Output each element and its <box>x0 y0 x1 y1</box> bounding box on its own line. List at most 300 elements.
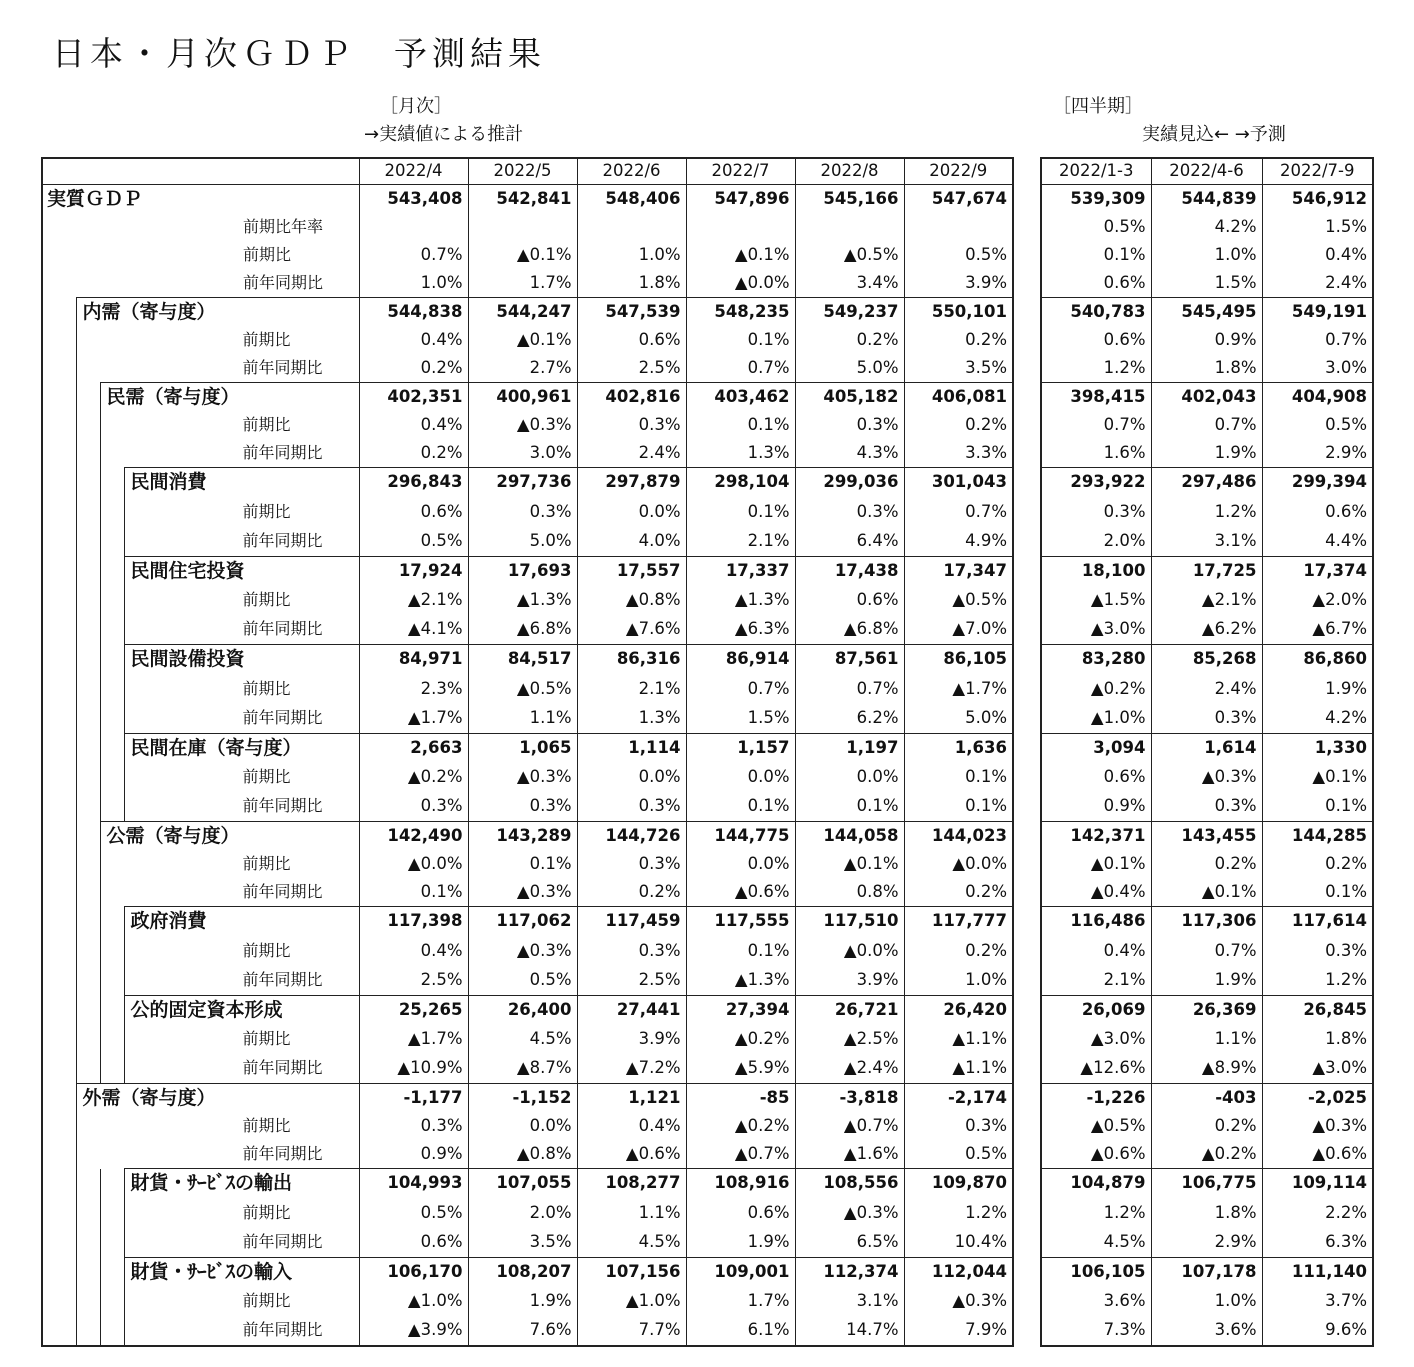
hierarchy-indent <box>76 733 100 763</box>
quarterly-value: 107,178 <box>1151 1257 1262 1287</box>
monthly-value: 402,816 <box>577 383 686 412</box>
table-row <box>1041 269 1373 298</box>
monthly-value: ▲0.0% <box>904 850 1013 878</box>
table-row <box>1041 1112 1373 1140</box>
hierarchy-indent <box>42 1287 76 1317</box>
quarterly-value: 143,455 <box>1151 822 1262 851</box>
monthly-value: 3.9% <box>904 269 1013 298</box>
monthly-value: 0.2% <box>359 439 468 468</box>
table-row <box>42 1084 1013 1113</box>
quarterly-value: ▲0.6% <box>1262 1140 1373 1169</box>
monthly-value: 0.1% <box>686 936 795 966</box>
quarterly-value: ▲0.3% <box>1262 1112 1373 1140</box>
quarterly-value: 116,486 <box>1041 907 1151 937</box>
hierarchy-indent <box>42 1112 76 1140</box>
monthly-value: 2,663 <box>359 733 468 763</box>
quarterly-value: ▲6.7% <box>1262 615 1373 645</box>
quarterly-value: -1,226 <box>1041 1084 1151 1113</box>
hierarchy-indent <box>100 704 124 734</box>
monthly-value: 108,277 <box>577 1169 686 1199</box>
quarterly-value: ▲0.1% <box>1090 853 1146 873</box>
table-row <box>42 298 1013 327</box>
monthly-value: 1.2% <box>904 1198 1013 1228</box>
category-name: 財貨・ｻｰﾋﾞｽの輸出 <box>130 1172 293 1194</box>
monthly-value: ▲0.5% <box>904 586 1013 616</box>
quarterly-value: 26,369 <box>1151 995 1262 1025</box>
hierarchy-indent <box>76 792 100 822</box>
monthly-value: 2.5% <box>577 966 686 996</box>
monthly-value: 26,420 <box>904 995 1013 1025</box>
quarterly-value: 0.6% <box>1262 497 1373 527</box>
monthly-value: ▲0.5% <box>468 674 577 704</box>
row-label <box>124 1287 359 1317</box>
monthly-value: ▲4.1% <box>359 615 468 645</box>
quarterly-value: 1,614 <box>1151 733 1262 763</box>
hierarchy-indent <box>76 1198 100 1228</box>
hierarchy-indent <box>42 674 76 704</box>
quarterly-value: 1.5% <box>1262 213 1373 241</box>
row-label <box>124 556 359 586</box>
quarterly-value: 83,280 <box>1041 645 1151 675</box>
table-row <box>1041 497 1373 527</box>
monthly-value: 2.5% <box>359 966 468 996</box>
quarter-column-header: 2022/4-6 <box>1151 158 1262 185</box>
quarterly-value: 1.8% <box>1151 1198 1262 1228</box>
monthly-value: ▲1.7% <box>904 674 1013 704</box>
monthly-value: 109,001 <box>686 1257 795 1287</box>
hierarchy-indent <box>100 674 124 704</box>
hierarchy-indent <box>76 966 100 996</box>
table-row <box>42 213 1013 241</box>
table-row <box>1041 556 1373 586</box>
monthly-value: ▲1.3% <box>468 586 577 616</box>
quarterly-value: 2.9% <box>1151 1228 1262 1258</box>
category-name: 実質ＧＤＰ <box>47 187 143 210</box>
monthly-value: 0.1% <box>686 326 795 354</box>
hierarchy-indent <box>76 556 100 586</box>
monthly-value: 1.3% <box>686 439 795 468</box>
table-row <box>1041 1316 1373 1346</box>
quarterly-value: 0.2% <box>1262 850 1373 878</box>
table-row <box>42 1025 1013 1055</box>
hierarchy-indent <box>100 763 124 793</box>
quarterly-value: 0.7% <box>1151 411 1262 439</box>
quarterly-value: 544,839 <box>1151 185 1262 214</box>
monthly-value: ▲2.1% <box>359 586 468 616</box>
hierarchy-indent <box>76 527 100 557</box>
row-label <box>42 185 359 214</box>
quarterly-value: 0.6% <box>1103 272 1146 292</box>
monthly-value: ▲10.9% <box>359 1054 468 1084</box>
hierarchy-indent <box>76 1287 100 1317</box>
hierarchy-indent <box>100 995 124 1025</box>
monthly-value: 108,207 <box>468 1257 577 1287</box>
table-row <box>42 527 1013 557</box>
table-row <box>42 1054 1013 1084</box>
monthly-value: ▲0.0% <box>686 269 795 298</box>
monthly-value: ▲6.8% <box>795 615 904 645</box>
row-label <box>100 411 359 439</box>
quarterly-value: 6.3% <box>1262 1228 1373 1258</box>
hierarchy-indent <box>42 1084 76 1113</box>
monthly-value: 144,058 <box>795 822 904 851</box>
table-row <box>42 763 1013 793</box>
quarterly-value: 111,140 <box>1262 1257 1373 1287</box>
metric-label: 前期比年率 <box>243 216 324 236</box>
quarterly-value: 299,394 <box>1262 468 1373 498</box>
hierarchy-indent <box>42 878 76 907</box>
monthly-value: ▲0.2% <box>686 1025 795 1055</box>
quarterly-value: ▲3.0% <box>1090 1029 1146 1048</box>
monthly-value: 1,636 <box>904 733 1013 763</box>
quarterly-value: ▲0.1% <box>1151 878 1262 907</box>
monthly-value: ▲0.3% <box>795 1198 904 1228</box>
monthly-value <box>904 213 1013 241</box>
monthly-value: ▲3.9% <box>359 1316 468 1346</box>
quarterly-value: 1.9% <box>1151 966 1262 996</box>
table-row <box>1041 850 1373 878</box>
monthly-value: 406,081 <box>904 383 1013 412</box>
monthly-value: 6.2% <box>795 704 904 734</box>
monthly-value: 547,539 <box>577 298 686 327</box>
table-row <box>42 995 1013 1025</box>
monthly-value: 2.1% <box>686 527 795 557</box>
quarterly-value: 0.7% <box>1151 936 1262 966</box>
monthly-value: ▲6.3% <box>686 615 795 645</box>
monthly-value <box>686 213 795 241</box>
quarterly-value: 86,860 <box>1262 645 1373 675</box>
monthly-value: 0.4% <box>577 1112 686 1140</box>
table-row <box>1041 674 1373 704</box>
monthly-value: ▲0.1% <box>468 326 577 354</box>
table-row <box>42 1257 1013 1287</box>
hierarchy-indent <box>42 645 76 675</box>
quarterly-value: 85,268 <box>1151 645 1262 675</box>
hierarchy-indent <box>100 645 124 675</box>
table-row <box>42 1287 1013 1317</box>
monthly-value: 0.7% <box>686 354 795 383</box>
monthly-value: 144,775 <box>686 822 795 851</box>
table-row <box>1041 645 1373 675</box>
table-row <box>1041 733 1373 763</box>
hierarchy-indent <box>100 1025 124 1055</box>
monthly-value: 3.9% <box>795 966 904 996</box>
monthly-value: 27,441 <box>577 995 686 1025</box>
quarterly-value: 117,614 <box>1262 907 1373 937</box>
quarterly-value: 2.4% <box>1262 269 1373 298</box>
table-row <box>42 907 1013 937</box>
hierarchy-indent <box>100 1228 124 1258</box>
quarterly-value: 0.4% <box>1103 940 1146 960</box>
row-label <box>124 966 359 996</box>
row-label <box>124 763 359 793</box>
monthly-value: 86,105 <box>904 645 1013 675</box>
metric-label: 前年同期比 <box>242 1320 323 1339</box>
monthly-value: 0.5% <box>904 1140 1013 1169</box>
hierarchy-indent <box>42 556 76 586</box>
monthly-value: 0.2% <box>359 354 468 383</box>
hierarchy-indent <box>100 907 124 937</box>
quarterly-value: ▲0.2% <box>1151 1140 1262 1169</box>
quarterly-value: 142,371 <box>1041 822 1151 851</box>
monthly-value: 2.5% <box>577 354 686 383</box>
monthly-value: 3.1% <box>795 1287 904 1317</box>
hierarchy-indent <box>100 936 124 966</box>
monthly-value: 84,971 <box>359 645 468 675</box>
hierarchy-indent <box>42 733 76 763</box>
monthly-value: 0.7% <box>795 674 904 704</box>
metric-label: 前年同期比 <box>242 1143 323 1163</box>
hierarchy-indent <box>42 1257 76 1287</box>
table-row <box>42 645 1013 675</box>
quarterly-value: 1.9% <box>1151 439 1262 468</box>
monthly-value: 0.1% <box>795 792 904 822</box>
row-label <box>42 269 359 298</box>
quarterly-value: 2.4% <box>1151 674 1262 704</box>
monthly-value: 0.7% <box>686 674 795 704</box>
table-row <box>1041 1054 1373 1084</box>
quarterly-value: ▲8.9% <box>1151 1054 1262 1084</box>
hierarchy-indent <box>76 586 100 616</box>
metric-label: 前期比 <box>242 767 291 786</box>
category-name: 公需（寄与度） <box>106 824 240 847</box>
monthly-value: 26,721 <box>795 995 904 1025</box>
table-row <box>1041 995 1373 1025</box>
hierarchy-indent <box>100 556 124 586</box>
hierarchy-indent <box>76 763 100 793</box>
quarterly-value: 0.1% <box>1262 878 1373 907</box>
monthly-value: 0.5% <box>359 527 468 557</box>
monthly-value: 0.6% <box>359 1228 468 1258</box>
monthly-value: 5.0% <box>795 354 904 383</box>
monthly-value: 6.4% <box>795 527 904 557</box>
table-row <box>42 674 1013 704</box>
monthly-table <box>41 157 1014 1347</box>
category-name: 財貨・ｻｰﾋﾞｽの輸入 <box>130 1260 293 1283</box>
table-row <box>1041 1198 1373 1228</box>
quarter-column-header: 2022/7-9 <box>1262 158 1373 185</box>
monthly-value: 544,247 <box>468 298 577 327</box>
table-row <box>1041 213 1373 241</box>
hierarchy-indent <box>42 527 76 557</box>
monthly-value: 3.3% <box>904 439 1013 468</box>
monthly-value: ▲1.1% <box>904 1054 1013 1084</box>
monthly-value: 0.6% <box>359 497 468 527</box>
row-label <box>124 733 359 763</box>
monthly-value: 299,036 <box>795 468 904 498</box>
hierarchy-indent <box>42 383 76 412</box>
monthly-value: ▲1.0% <box>359 1287 468 1317</box>
monthly-value: ▲0.0% <box>359 850 468 878</box>
monthly-value: 117,459 <box>577 907 686 937</box>
hierarchy-indent <box>76 1054 100 1084</box>
monthly-value: 142,490 <box>359 822 468 851</box>
quarterly-value: ▲6.2% <box>1151 615 1262 645</box>
table-row <box>1041 878 1373 907</box>
hierarchy-indent <box>76 615 100 645</box>
quarterly-value: 0.2% <box>1151 850 1262 878</box>
quarterly-value: 545,495 <box>1151 298 1262 327</box>
monthly-value: 25,265 <box>359 995 468 1025</box>
quarterly-value: 0.5% <box>1262 411 1373 439</box>
table-row <box>42 439 1013 468</box>
quarterly-value: 0.3% <box>1103 501 1146 521</box>
monthly-value: 0.0% <box>686 850 795 878</box>
monthly-value: ▲6.8% <box>468 615 577 645</box>
monthly-value: 1.1% <box>468 704 577 734</box>
table-row <box>1041 439 1373 468</box>
hierarchy-indent <box>42 995 76 1025</box>
quarterly-value: 1.8% <box>1262 1025 1373 1055</box>
quarterly-value: 106,105 <box>1041 1257 1151 1287</box>
quarterly-value: 398,415 <box>1041 383 1151 412</box>
row-label <box>124 527 359 557</box>
hierarchy-indent <box>42 1025 76 1055</box>
quarterly-value: ▲2.1% <box>1151 586 1262 616</box>
monthly-value: 0.5% <box>359 1198 468 1228</box>
table-row <box>1041 468 1373 498</box>
table-row <box>42 241 1013 269</box>
metric-label: 前年同期比 <box>242 796 323 816</box>
table-row <box>42 1169 1013 1199</box>
table-row <box>1041 1287 1373 1317</box>
monthly-value: 0.3% <box>359 792 468 822</box>
monthly-value: 6.1% <box>686 1316 795 1346</box>
quarterly-value: 0.1% <box>1262 792 1373 822</box>
monthly-value: 0.1% <box>904 792 1013 822</box>
month-column-header: 2022/6 <box>577 158 686 185</box>
quarterly-value: 1.2% <box>1103 1202 1146 1222</box>
quarterly-value: 3.1% <box>1151 527 1262 557</box>
monthly-value: 109,870 <box>904 1169 1013 1199</box>
row-label <box>76 1084 359 1113</box>
row-label <box>124 1025 359 1055</box>
metric-label: 前期比 <box>243 244 292 264</box>
quarterly-value: 9.6% <box>1262 1316 1373 1346</box>
quarterly-value: 1.2% <box>1151 497 1262 527</box>
quarterly-value: ▲0.1% <box>1262 763 1373 793</box>
monthly-value: 117,555 <box>686 907 795 937</box>
monthly-value: 87,561 <box>795 645 904 675</box>
monthly-value: 2.1% <box>577 674 686 704</box>
table-row <box>1041 185 1373 214</box>
row-label <box>124 1316 359 1346</box>
quarterly-value: ▲12.6% <box>1080 1058 1146 1078</box>
page-title: 日本・月次ＧＤＰ 予測結果 <box>52 34 546 73</box>
row-label <box>124 1228 359 1258</box>
monthly-value: 0.1% <box>904 763 1013 793</box>
category-name: 民需（寄与度） <box>106 385 240 408</box>
monthly-value: 144,023 <box>904 822 1013 851</box>
monthly-value: ▲7.2% <box>577 1054 686 1084</box>
hierarchy-indent <box>42 1054 76 1084</box>
monthly-value: ▲1.7% <box>359 704 468 734</box>
monthly-value: 0.3% <box>577 411 686 439</box>
monthly-value: 7.9% <box>904 1316 1013 1346</box>
quarterly-value: 0.6% <box>1103 329 1146 349</box>
hierarchy-indent <box>100 497 124 527</box>
table-row <box>1041 1140 1373 1169</box>
table-row <box>42 878 1013 907</box>
monthly-value: ▲8.7% <box>468 1054 577 1084</box>
category-name: 民間在庫（寄与度） <box>130 736 302 759</box>
table-row <box>42 468 1013 498</box>
monthly-value: ▲0.1% <box>686 241 795 269</box>
monthly-value: 1.0% <box>359 269 468 298</box>
quarterly-value: 17,374 <box>1262 556 1373 586</box>
monthly-value: ▲0.6% <box>577 1140 686 1169</box>
quarterly-value: 4.5% <box>1103 1231 1146 1251</box>
monthly-value: ▲0.1% <box>795 850 904 878</box>
monthly-value: ▲0.3% <box>904 1287 1013 1317</box>
table-row <box>42 615 1013 645</box>
category-name: 内需（寄与度） <box>82 300 216 323</box>
metric-label: 前期比 <box>242 414 291 434</box>
monthly-value: 0.3% <box>577 792 686 822</box>
metric-label: 前年同期比 <box>242 1058 323 1078</box>
monthly-value: 10.4% <box>904 1228 1013 1258</box>
quarterly-value: 0.1% <box>1103 244 1146 264</box>
monthly-value: 0.3% <box>359 1112 468 1140</box>
month-column-header: 2022/9 <box>904 158 1013 185</box>
row-label <box>42 213 359 241</box>
quarterly-value: 1.0% <box>1151 241 1262 269</box>
quarterly-value: ▲3.0% <box>1090 619 1146 639</box>
hierarchy-indent <box>100 468 124 498</box>
table-row <box>1041 615 1373 645</box>
monthly-value: 548,235 <box>686 298 795 327</box>
monthly-value: ▲7.0% <box>904 615 1013 645</box>
table-row <box>42 185 1013 214</box>
quarterly-value: 1.2% <box>1103 357 1146 377</box>
monthly-value: 2.7% <box>468 354 577 383</box>
monthly-value: 0.9% <box>359 1140 468 1169</box>
monthly-value: 0.4% <box>359 411 468 439</box>
monthly-value: 1.0% <box>577 241 686 269</box>
quarterly-value: ▲2.0% <box>1262 586 1373 616</box>
metric-label: 前期比 <box>242 853 291 873</box>
row-label <box>76 354 359 383</box>
table-row <box>1041 1084 1373 1113</box>
row-label <box>124 645 359 675</box>
monthly-value: 3.0% <box>468 439 577 468</box>
monthly-value: ▲0.3% <box>468 763 577 793</box>
hierarchy-indent <box>42 298 76 327</box>
monthly-value: 1.9% <box>468 1287 577 1317</box>
quarterly-value: 3.0% <box>1262 354 1373 383</box>
row-label <box>124 1198 359 1228</box>
hierarchy-indent <box>42 1140 76 1169</box>
category-name: 民間住宅投資 <box>130 559 245 582</box>
monthly-value: 403,462 <box>686 383 795 412</box>
quarterly-value: 540,783 <box>1041 298 1151 327</box>
month-column-header: 2022/5 <box>468 158 577 185</box>
monthly-value: 0.7% <box>359 241 468 269</box>
monthly-value: ▲5.9% <box>686 1054 795 1084</box>
hierarchy-indent <box>42 411 76 439</box>
table-row <box>1041 1257 1373 1287</box>
hierarchy-indent <box>76 497 100 527</box>
monthly-value: 143,289 <box>468 822 577 851</box>
monthly-value <box>468 213 577 241</box>
monthly-value: 1.7% <box>686 1287 795 1317</box>
row-label <box>124 995 359 1025</box>
table-row <box>1041 354 1373 383</box>
monthly-value: 298,104 <box>686 468 795 498</box>
monthly-value: 0.5% <box>904 241 1013 269</box>
monthly-value: ▲0.0% <box>795 936 904 966</box>
hierarchy-indent <box>42 354 76 383</box>
